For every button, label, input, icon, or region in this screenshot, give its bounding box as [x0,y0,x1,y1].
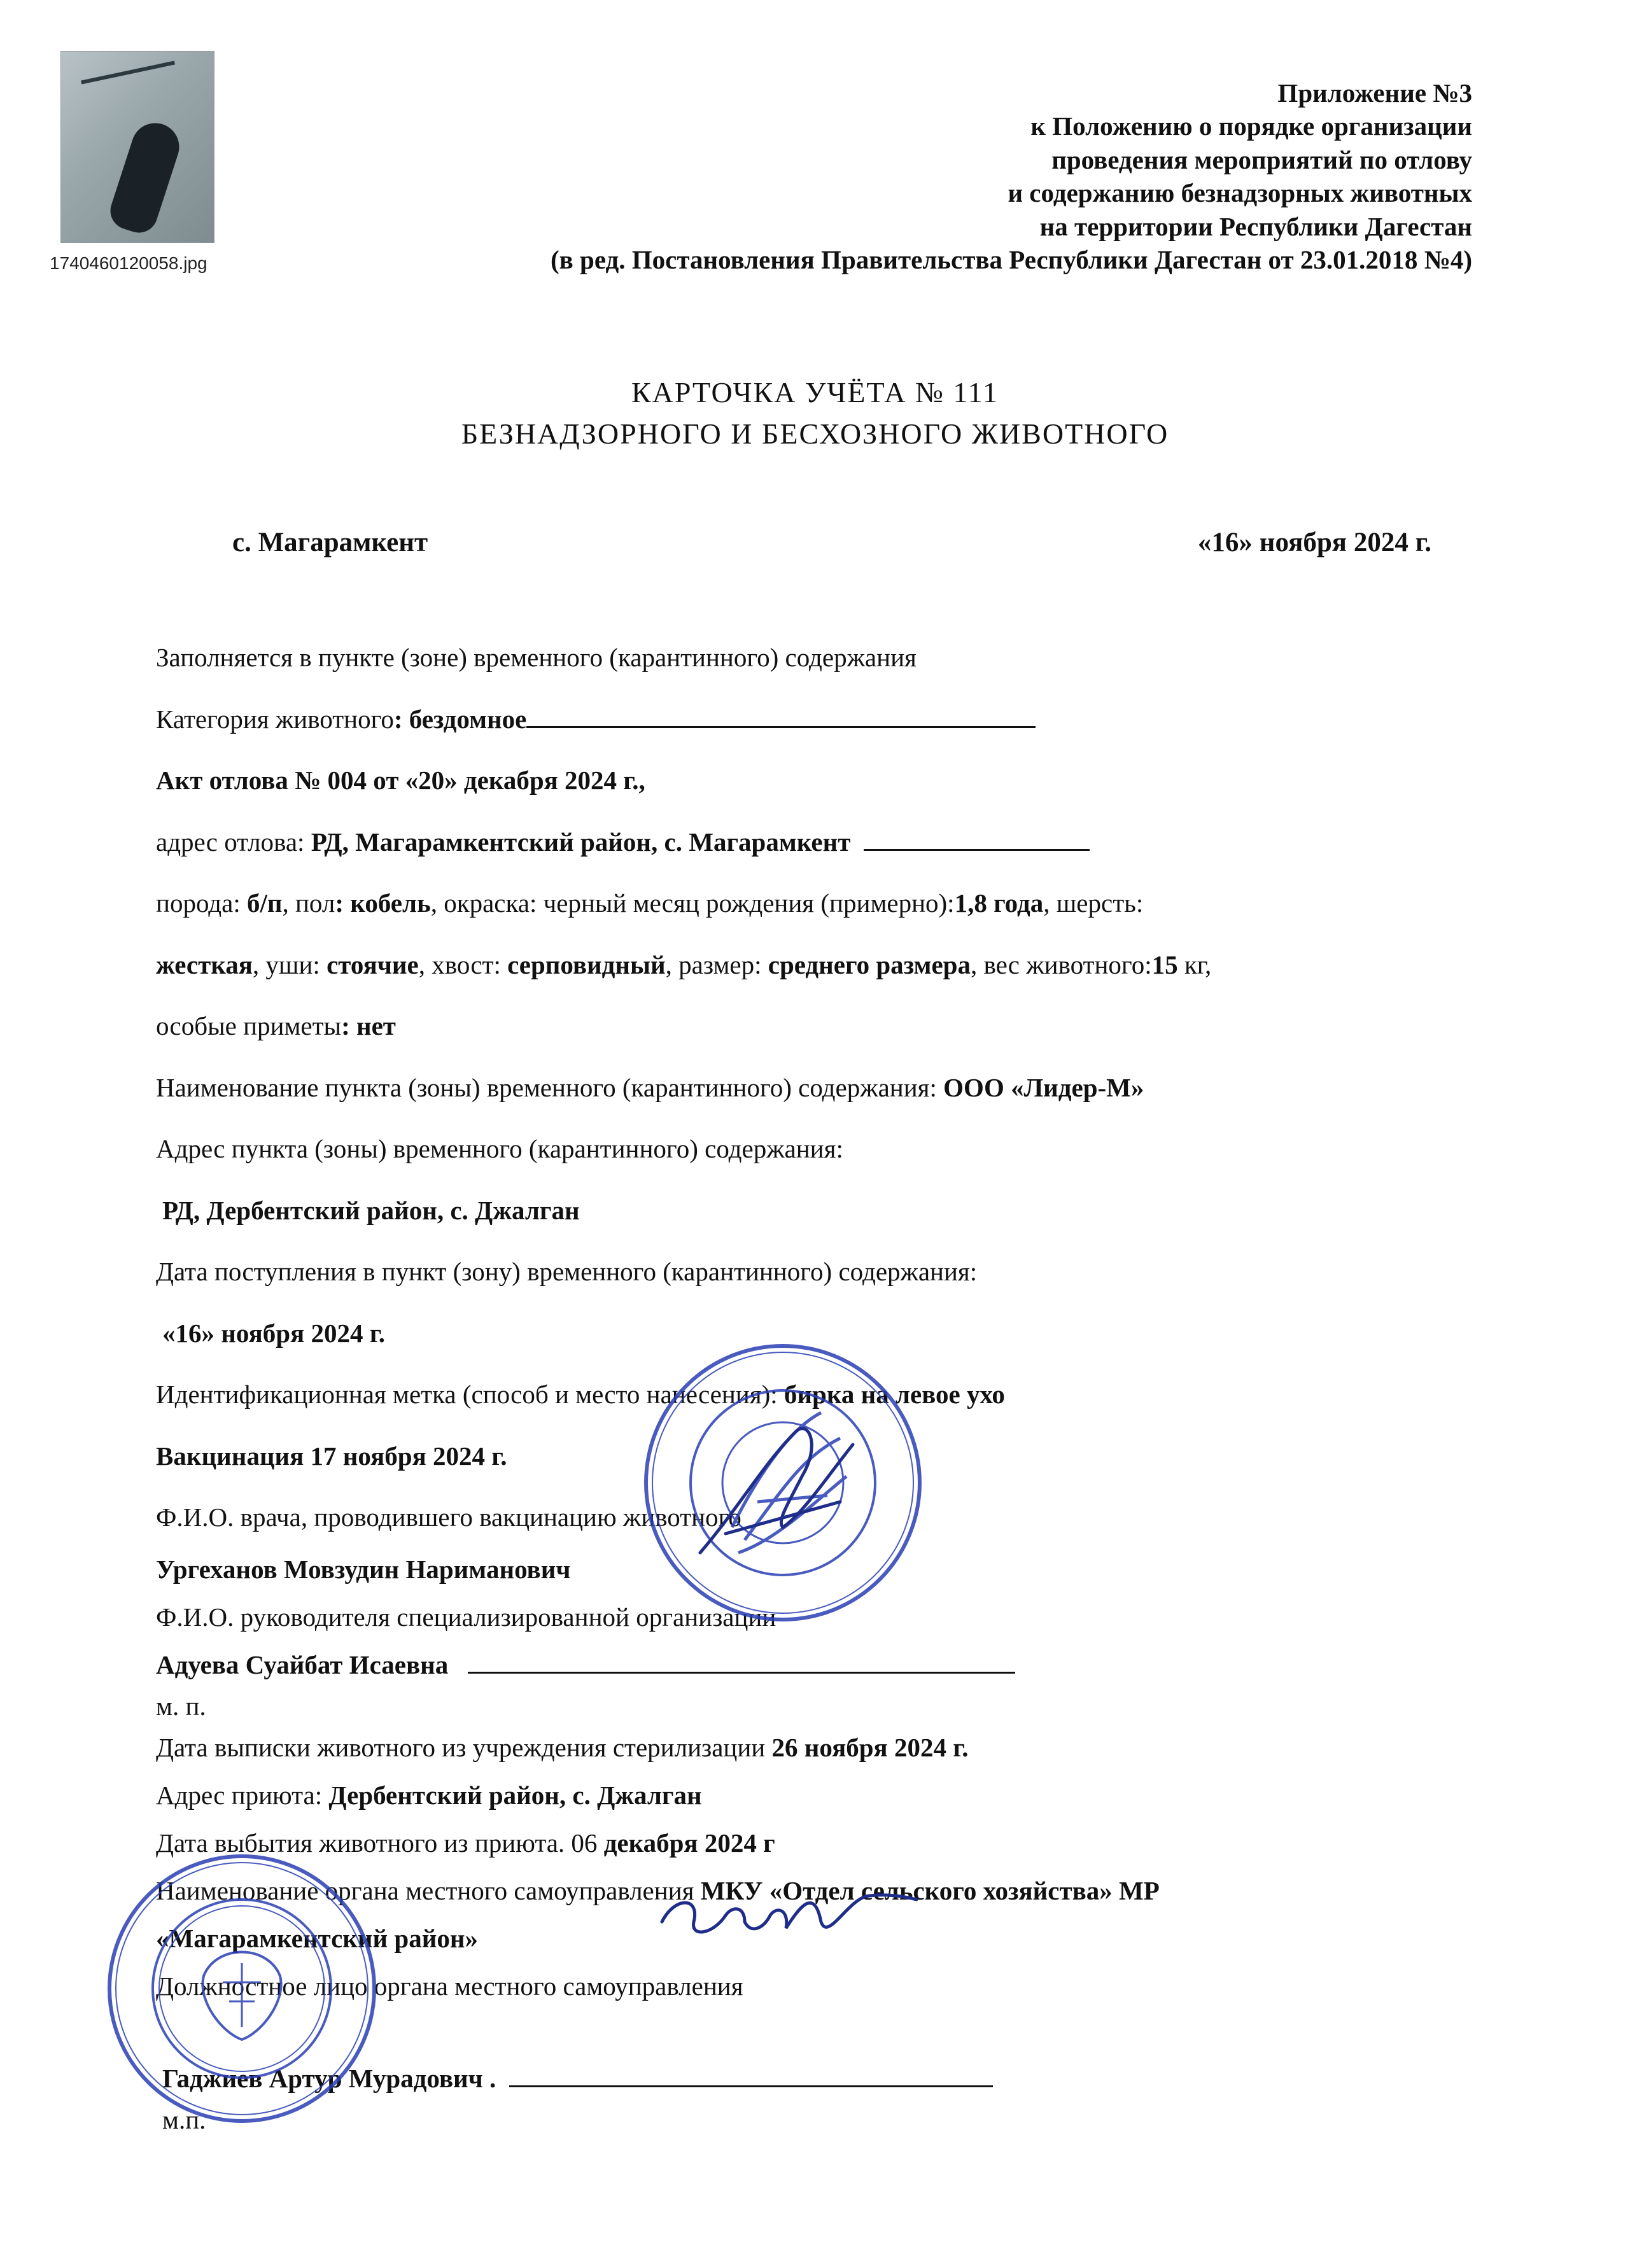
discharge-value: 26 ноября 2024 г. [771,1732,969,1762]
appendix-line: на территории Республики Дагестан [1039,211,1472,241]
breed-value: б/п [246,888,283,918]
weight-label: , вес животного: [970,949,1152,979]
point-name-row [156,1057,1211,1119]
arrival-value: «16» ноября 2024 г. [162,1318,386,1348]
doctor-label: Ф.И.О. врача, проводившего вакцинацию животного [156,1502,741,1532]
address-label: адрес отлова: [156,827,311,857]
address-row [156,811,1211,873]
blank-line [526,706,1036,728]
photo-caption: 1740460120058.jpg [50,253,207,273]
authority-value: МКУ «Отдел сельского хозяйства» МР [700,1875,1160,1905]
filled-in-note: Заполняется в пункте (зоне) временного (карантинного) содержания [156,643,917,672]
discharge-row [156,1724,1211,1772]
shelter-value: Дербентский район, с. Джалган [328,1780,702,1810]
official-label: Должностное лицо органа местного самоуправления [156,1971,743,2001]
tail-value: серповидный [507,949,666,979]
ears-label: , уши: [252,949,327,979]
appendix-header [551,76,1472,277]
card-date: «16» ноября 2024 г. [1197,528,1431,557]
size-value: среднего размера [768,949,971,979]
sex-label: , пол [282,888,335,918]
point-name-value: ООО «Лидер-М» [943,1072,1144,1102]
category-label: Категория животного [156,704,394,734]
size-label: , размер: [665,949,768,979]
signature-line [509,2065,993,2087]
act-row [156,750,1211,811]
appendix-line: к Положению о порядке организации [1030,111,1472,141]
fur-row [156,934,1211,996]
point-name-label: Наименование пункта (зоны) временного (карантинного) содержания: [156,1072,944,1102]
category-row [156,689,1211,750]
departure-value: декабря 2024 г [603,1828,775,1858]
shelter-label: Адрес приюта: [156,1780,329,1810]
category-value: : бездомное [393,704,527,734]
municipal-stamp [102,1849,382,2129]
appendix-line: Приложение №3 [1277,78,1472,108]
photo-dog [106,117,185,238]
weight-value: 15 [1151,949,1178,979]
id-label: Идентификационная метка (способ и место нанесения): [156,1380,784,1409]
breed-label: порода: [156,888,247,918]
head-row [156,1641,1211,1689]
fur-value: жесткая [156,949,253,979]
discharge-label: Дата выписки животного из учреждения стерилизации [156,1732,772,1762]
breed-row [156,872,1211,934]
official-value: Гаджиев Артур Мурадович . [162,2063,496,2093]
sex-value: : кобель [335,888,431,918]
shelter-row [156,1772,1211,1819]
doctor-value: Ургеханов Мовзудин Нариманович [156,1554,571,1584]
appendix-line: и содержанию безнадзорных животных [1008,178,1472,208]
card-title: КАРТОЧКА УЧЁТА № 111 [631,376,999,409]
doctor-signature [687,1406,878,1572]
mp-2: м.п. [162,2104,206,2134]
marks-value: : нет [341,1011,396,1040]
head-value: Адуева Суайбат Исаевна [156,1649,449,1679]
fur-label: , шерсть: [1043,888,1144,918]
card-subtitle: БЕЗНАДЗОРНОГО И БЕСХОЗНОГО ЖИВОТНОГО [461,417,1169,450]
marks-row [156,995,1211,1057]
ears-value: стоячие [327,949,419,979]
age-value: 1,8 года [954,888,1044,918]
color-label: , окраска: черный месяц рождения (примерно): [430,888,955,918]
id-value: бирка на левое ухо [783,1380,1005,1409]
official-signature [656,1877,923,1966]
authority-value-2: «Магарамкентский район» [156,1923,478,1953]
mp-1: м. п. [156,1691,206,1721]
photo-stick [81,60,175,84]
departure-label: Дата выбытия животного из приюта. 06 [156,1828,604,1858]
head-label: Ф.И.О. руководителя специализированной организации [156,1602,776,1632]
authority-label: Наименование органа местного самоуправления [156,1875,701,1905]
point-address-row [156,1180,1211,1242]
tail-label: , хвост: [418,949,508,979]
signature-line [468,1651,1015,1674]
act-value: Акт отлова № 004 от «20» декабря 2024 г., [156,766,645,795]
vaccination-value: Вакцинация 17 ноября 2024 г. [156,1441,507,1471]
appendix-line: (в ред. Постановления Правительства Республики Дагестан от 23.01.2018 №4) [551,245,1472,275]
address-value: РД, Магарамкентский район, с. Магарамкент [311,827,851,857]
blank-line [864,829,1090,851]
point-address-value: РД, Дербентский район, с. Джалган [162,1195,580,1225]
weight-unit: кг, [1177,949,1212,979]
arrival-label: Дата поступления в пункт (зону) временного (карантинного) содержания: [156,1257,978,1286]
point-address-label: Адрес пункта (зоны) временного (карантинного) содержания: [156,1134,843,1163]
card-place: с. Магарамкент [232,528,428,557]
appendix-line: проведения мероприятий по отлову [1051,144,1472,174]
marks-label: особые приметы [156,1011,342,1040]
animal-photo [60,51,214,243]
